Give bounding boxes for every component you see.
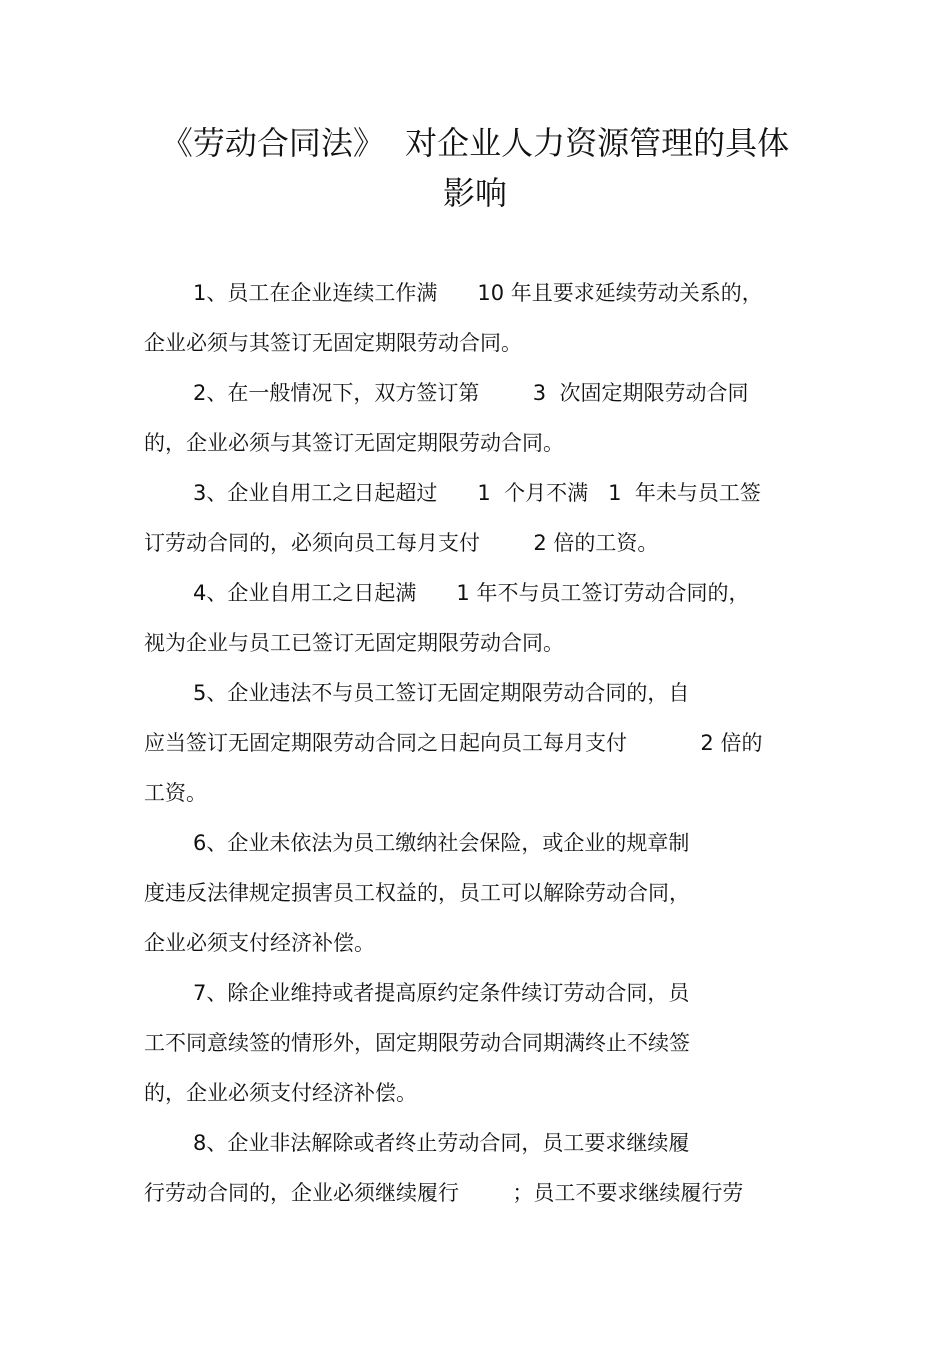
body-line-15: 7、除企业维持或者提高原约定条件续订劳动合同，员 — [193, 981, 690, 1005]
body-line-8: 视为企业与员工已签订无固定期限劳动合同。 — [144, 631, 564, 655]
body-line-14: 企业必须支付经济补偿。 — [144, 931, 375, 955]
document-title-line-2: 影响 — [442, 174, 507, 212]
body-line-2: 企业必须与其签订无固定期限劳动合同。 — [144, 331, 522, 355]
body-line-3: 2、在一般情况下，双方签订第 3 次固定期限劳动合同 — [193, 381, 749, 405]
body-line-17: 的，企业必须支付经济补偿。 — [144, 1081, 417, 1105]
body-line-13: 度违反法律规定损害员工权益的，员工可以解除劳动合同， — [144, 881, 690, 905]
body-line-12: 6、企业未依法为员工缴纳社会保险，或企业的规章制 — [193, 831, 690, 855]
body-line-5: 3、企业自用工之日起超过 1 个月不满 1 年未与员工签 — [193, 481, 761, 505]
body-line-16: 工不同意续签的情形外，固定期限劳动合同期满终止不续签 — [144, 1031, 690, 1055]
body-line-11: 工资。 — [144, 781, 207, 805]
body-line-19: 行劳动合同的，企业必须继续履行 ；员工不要求继续履行劳 — [144, 1181, 744, 1205]
body-line-9: 5、企业违法不与员工签订无固定期限劳动合同的，自 — [193, 681, 690, 705]
document-title-line-1: 《劳动合同法》 对企业人力资源管理的具体 — [160, 124, 790, 162]
body-line-1: 1、员工在企业连续工作满 10 年且要求延续劳动关系的， — [193, 281, 763, 305]
body-line-7: 4、企业自用工之日起满 1 年不与员工签订劳动合同的， — [193, 581, 750, 605]
body-line-10: 应当签订无固定期限劳动合同之日起向员工每月支付 2 倍的 — [144, 731, 763, 755]
body-line-6: 订劳动合同的，必须向员工每月支付 2 倍的工资。 — [144, 531, 659, 555]
body-line-4: 的，企业必须与其签订无固定期限劳动合同。 — [144, 431, 564, 455]
body-line-18: 8、企业非法解除或者终止劳动合同，员工要求继续履 — [193, 1131, 690, 1155]
